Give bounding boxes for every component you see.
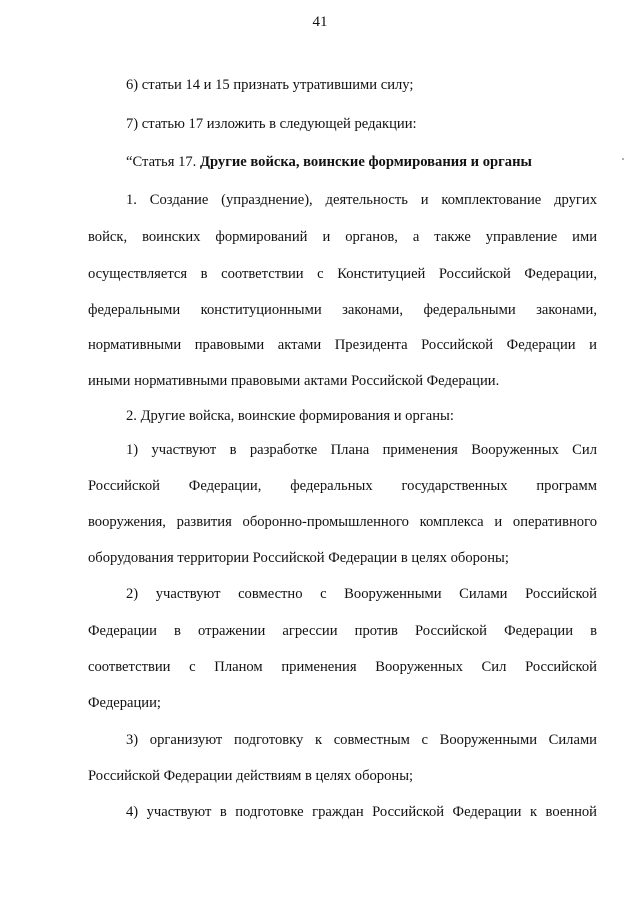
paragraph-line: Федерации; [88, 695, 161, 711]
paragraph-line: Российской Федерации действиям в целях обороны; [88, 768, 414, 784]
page-number: 41 [312, 14, 328, 30]
paragraph-line: оборудования территории Российской Федерации в целях обороны; [88, 550, 509, 566]
paragraph-line: федеральными конституционными законами, федеральными законами, [88, 302, 597, 318]
article-title: Другие войска, воинские формирования и органы [199, 154, 532, 170]
paragraph-line: войск, воинских формирований и органов, а также управление ими [88, 229, 597, 245]
paragraph-line: 2) участвуют совместно с Вооруженными Силами Российской [126, 586, 597, 602]
scan-speck [622, 158, 624, 160]
paragraph-line: 3) организуют подготовку к совместным с Вооруженными Силами [126, 732, 597, 748]
paragraph-line: нормативными правовыми актами Президента Российской Федерации и [88, 337, 597, 353]
paragraph-line: 1) участвуют в разработке Плана применения Вооруженных Сил [126, 442, 597, 458]
paragraph-line: 2. Другие войска, воинские формирования и органы: [126, 408, 454, 424]
paragraph-line: Федерации в отражении агрессии против Российской Федерации в [88, 623, 597, 639]
list-item-7: 7) статью 17 изложить в следующей редакции: [126, 116, 417, 132]
list-item-6: 6) статьи 14 и 15 признать утратившими силу; [126, 77, 414, 93]
article-number: “Статья 17. [126, 154, 197, 170]
article-heading [126, 153, 597, 171]
paragraph-line: 1. Создание (упразднение), деятельность и комплектование других [126, 192, 597, 208]
paragraph-line: осуществляется в соответствии с Конституцией Российской Федерации, [88, 266, 597, 282]
paragraph-line: 4) участвуют в подготовке граждан Российской Федерации к военной [126, 804, 597, 820]
paragraph-line: иными нормативными правовыми актами Российской Федерации. [88, 373, 500, 389]
paragraph-line: Российской Федерации, федеральных государственных программ [88, 478, 597, 494]
paragraph-line: соответствии с Планом применения Вооруженных Сил Российской [88, 659, 597, 675]
paragraph-line: вооружения, развития оборонно-промышленного комплекса и оперативного [88, 514, 597, 530]
